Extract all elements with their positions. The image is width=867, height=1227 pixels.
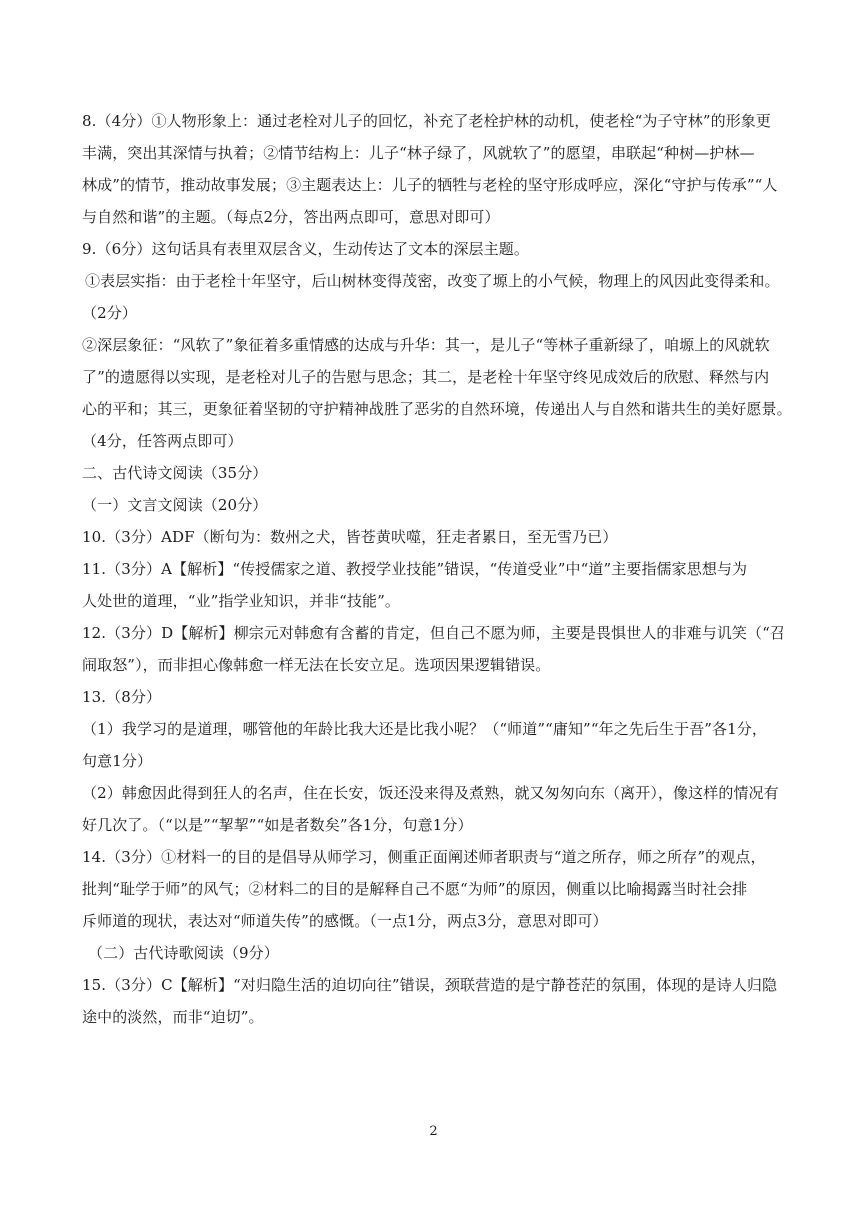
q8-line-1: 8.（4分）①人物形象上：通过老栓对儿子的回忆，补充了老栓护林的动机，使老栓“为子守林”的形象更 <box>82 112 771 130</box>
q9-line-4: ②深层象征：“风软了”象征着多重情感的达成与升华：其一，是儿子“等林子重新绿了，咱塬上的风就软 <box>82 336 770 354</box>
q15-line-1: 15.（3分）C【解析】“对归隐生活的迫切向往”错误，颈联营造的是宁静苍茫的氛围，体现的是诗人归隐 <box>82 976 778 994</box>
q13-line-1: 13.（8分） <box>82 688 162 706</box>
q9-line-5: 了”的遗愿得以实现，是老栓对儿子的告慰与思念；其二，是老栓十年坚守终见成效后的欣慰、释然与内 <box>82 368 770 386</box>
q11-line-2: 人处世的道理，“业”指学业知识，并非“技能”。 <box>82 592 400 610</box>
q9-line-6: 心的平和；其三，更象征着坚韧的守护精神战胜了恶劣的自然环境，传递出人与自然和谐共生的美好愿景。 <box>82 400 792 418</box>
q9-line-3: （2分） <box>82 304 137 322</box>
q10-line-1: 10.（3分）ADF（断句为：数州之犬，皆苍黄吠噬，狂走者累日，至无雪乃已） <box>82 528 618 546</box>
q13-line-3: 句意1分） <box>82 752 153 770</box>
q13-line-4: （2）韩愈因此得到狂人的名声，住在长安，饭还没来得及煮熟，就又匆匆向东（离开），像这样的情况有 <box>82 784 779 802</box>
q8-line-3: 林成”的情节，推动故事发展；③主题表达上：儿子的牺牲与老栓的坚守形成呼应，深化“守护与传承”“人 <box>82 176 778 194</box>
section-heading-ancient: 二、古代诗文阅读（35分） <box>82 464 268 482</box>
q11-line-1: 11.（3分）A【解析】“传授儒家之道、教授学业技能”错误，“传道受业”中“道”主要指儒家思想与为 <box>82 560 748 578</box>
q9-line-1: 9.（6分）这句话具有表里双层含义，生动传达了文本的深层主题。 <box>82 240 529 258</box>
subsection-heading-classical: （一）文言文阅读（20分） <box>82 496 268 514</box>
q14-line-1: 14.（3分）①材料一的目的是倡导从师学习，侧重正面阐述师者职责与“道之所存，师之所存”的观点， <box>82 848 766 866</box>
q9-line-2: ①表层实指：由于老栓十年坚守，后山树林变得茂密，改变了塬上的小气候，物理上的风因此变得柔和。 <box>85 272 780 290</box>
q9-line-7: （4分，任答两点即可） <box>82 432 243 450</box>
q13-line-5: 好几次了。（“以是”“挈挈”“如是者数矣”各1分，句意1分） <box>82 816 473 834</box>
q13-line-2: （1）我学习的是道理，哪管他的年龄比我大还是比我小呢？（“师道”“庸知”“年之先后生于吾”各1分， <box>82 720 768 738</box>
q14-line-3: 斥师道的现状，表达对“师道失传”的感慨。（一点1分，两点3分，意思对即可） <box>82 912 608 930</box>
q8-line-2: 丰满，突出其深情与执着；②情节结构上：儿子“林子绿了，风就软了”的愿望，串联起“种树—护林— <box>82 144 755 162</box>
q14-line-2: 批判“耻学于师”的风气；②材料二的目的是解释自己不愿“为师”的原因，侧重以比喻揭露当时社会排 <box>82 880 748 898</box>
q15-line-2: 途中的淡然，而非“迫切”。 <box>82 1008 264 1026</box>
q12-line-2: 闹取怒”），而非担心像韩愈一样无法在长安立足。选项因果逻辑错误。 <box>82 656 551 674</box>
q12-line-1: 12.（3分）D【解析】柳宗元对韩愈有含蓄的肯定，但自己不愿为师，主要是畏惧世人的非难与讥笑（“召 <box>82 624 785 642</box>
q8-line-4: 与自然和谐”的主题。（每点2分，答出两点即可，意思对即可） <box>82 208 500 226</box>
subsection-heading-poetry: （二）古代诗歌阅读（9分） <box>88 944 279 962</box>
page-number: 2 <box>429 1124 438 1139</box>
